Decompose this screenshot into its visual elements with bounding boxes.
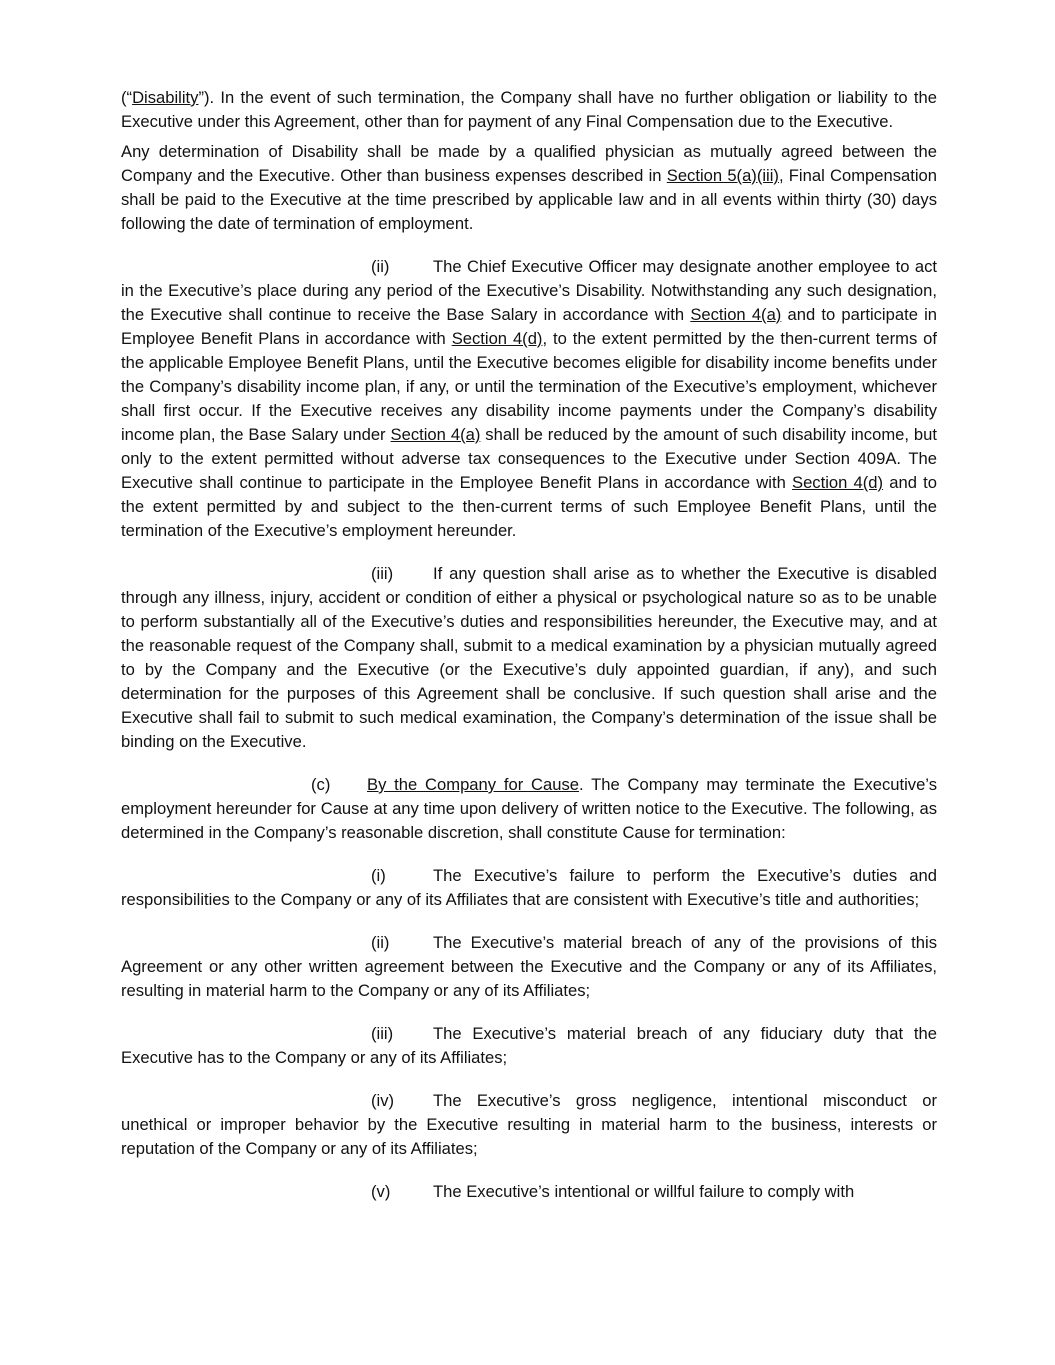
- text-run: and to the extent permitted by and subject to the then-current terms of such Employee Benefit Plans, until the termination of the Executive’s employment hereunder.: [121, 473, 937, 540]
- text-run: and to participate in Employee Benefit Plans in accordance with: [121, 305, 937, 348]
- text-run: The Executive’s material breach of any of the provisions of this Agreement or any other written agreement between the Executive and the Company or any of its Affiliates, resulting in material harm to the Company or any of its Affiliates;: [121, 933, 937, 1000]
- paragraph-iii-medical-examination: [121, 562, 937, 754]
- clause-number: (ii): [371, 257, 390, 276]
- text-run: The Executive’s failure to perform the Executive’s duties and responsibilities to the Company or any of its Affiliates that are consistent with Executive’s title and authorities;: [121, 866, 937, 909]
- text-run: (“: [121, 88, 133, 107]
- document-page: [121, 86, 937, 1204]
- paragraph-disability-determination: [121, 140, 937, 236]
- clause-number: (v): [371, 1182, 391, 1201]
- text-run: shall be reduced by the amount of such disability income, but only to the extent permitted without adverse tax consequences to the Executive under Section 409A. The Executive shall continue to participate in the Employee Benefit Plans in accordance with: [121, 425, 937, 492]
- text-run: The Executive’s gross negligence, intentional misconduct or unethical or improper behavior by the Executive resulting in material harm to the business, interests or reputation of the Company or any of its Affiliates;: [121, 1091, 937, 1158]
- section-reference: Section 4(d): [451, 329, 543, 348]
- clause-number: (iii): [371, 564, 394, 583]
- paragraph-c-iv: [121, 1089, 937, 1161]
- text-run: The Chief Executive Officer may designate another employee to act in the Executive’s place during any period of the Executive’s Disability. Notwithstanding any such designation, the Executive shall continue to receive the Base Salary in accordance with: [121, 257, 937, 324]
- text-run: . The Company may terminate the Executive’s employment hereunder for Cause at any time upon delivery of written notice to the Executive. The following, as determined in the Company’s reasonable discretion, shall constitute Cause for termination:: [121, 775, 937, 842]
- text-run: The Executive’s material breach of any fiduciary duty that the Executive has to the Company or any of its Affiliates;: [121, 1024, 937, 1067]
- section-reference: Section 4(a): [390, 425, 481, 444]
- paragraph-disability-termination: [121, 86, 937, 134]
- text-run: If any question shall arise as to whether the Executive is disabled through any illness, injury, accident or condition of either a physical or psychological nature so as to be unable to perform substantially all of the Executive’s duties and responsibilities hereunder, the Executive may, and at the reasonable request of the Company shall, submit to a medical examination by a physician mutually agreed to by the Company and the Executive (or the Executive’s duly appointed guardian, if any), and such determination for the purposes of this Agreement shall be conclusive. If such question shall arise and the Executive shall fail to submit to such medical examination, the Company’s determination of the issue shall be binding on the Executive.: [121, 564, 937, 751]
- text-run: ”). In the event of such termination, the Company shall have no further obligation or liability to the Executive under this Agreement, other than for payment of any Final Compensation due to the Executive.: [121, 88, 937, 131]
- clause-number: (i): [371, 866, 386, 885]
- defined-term-disability: Disability: [132, 88, 199, 107]
- section-reference: Section 4(d): [792, 473, 884, 492]
- clause-number: (iv): [371, 1091, 395, 1110]
- section-reference: Section 4(a): [690, 305, 782, 324]
- text-run: Any determination of Disability shall be made by a qualified physician as mutually agreed between the Company and the Executive. Other than business expenses described in: [121, 142, 937, 185]
- clause-number: (ii): [371, 933, 390, 952]
- clause-number: (iii): [371, 1024, 394, 1043]
- paragraph-c-v: [121, 1180, 937, 1204]
- text-run: The Executive’s intentional or willful failure to comply with: [433, 1182, 855, 1201]
- paragraph-c-cause: [121, 773, 937, 845]
- paragraph-c-ii: [121, 931, 937, 1003]
- paragraph-c-iii: [121, 1022, 937, 1070]
- section-reference: Section 5(a)(iii),: [666, 166, 784, 185]
- paragraph-ii-designation: [121, 255, 937, 543]
- text-run: , to the extent permitted by the then-current terms of the applicable Employee Benefit Plans, until the Executive becomes eligible for disability income benefits under the Company’s disability income plan, if any, or until the termination of the Executive’s employment, whichever shall first occur. If the Executive receives any disability income payments under the Company’s disability income plan, the Base Salary under: [121, 329, 937, 444]
- clause-number: (c): [311, 775, 331, 794]
- paragraph-c-i: [121, 864, 937, 912]
- section-heading: By the Company for Cause: [367, 775, 580, 794]
- text-run: Final Compensation shall be paid to the Executive at the time prescribed by applicable law and in all events within thirty (30) days following the date of termination of employment.: [121, 166, 937, 233]
